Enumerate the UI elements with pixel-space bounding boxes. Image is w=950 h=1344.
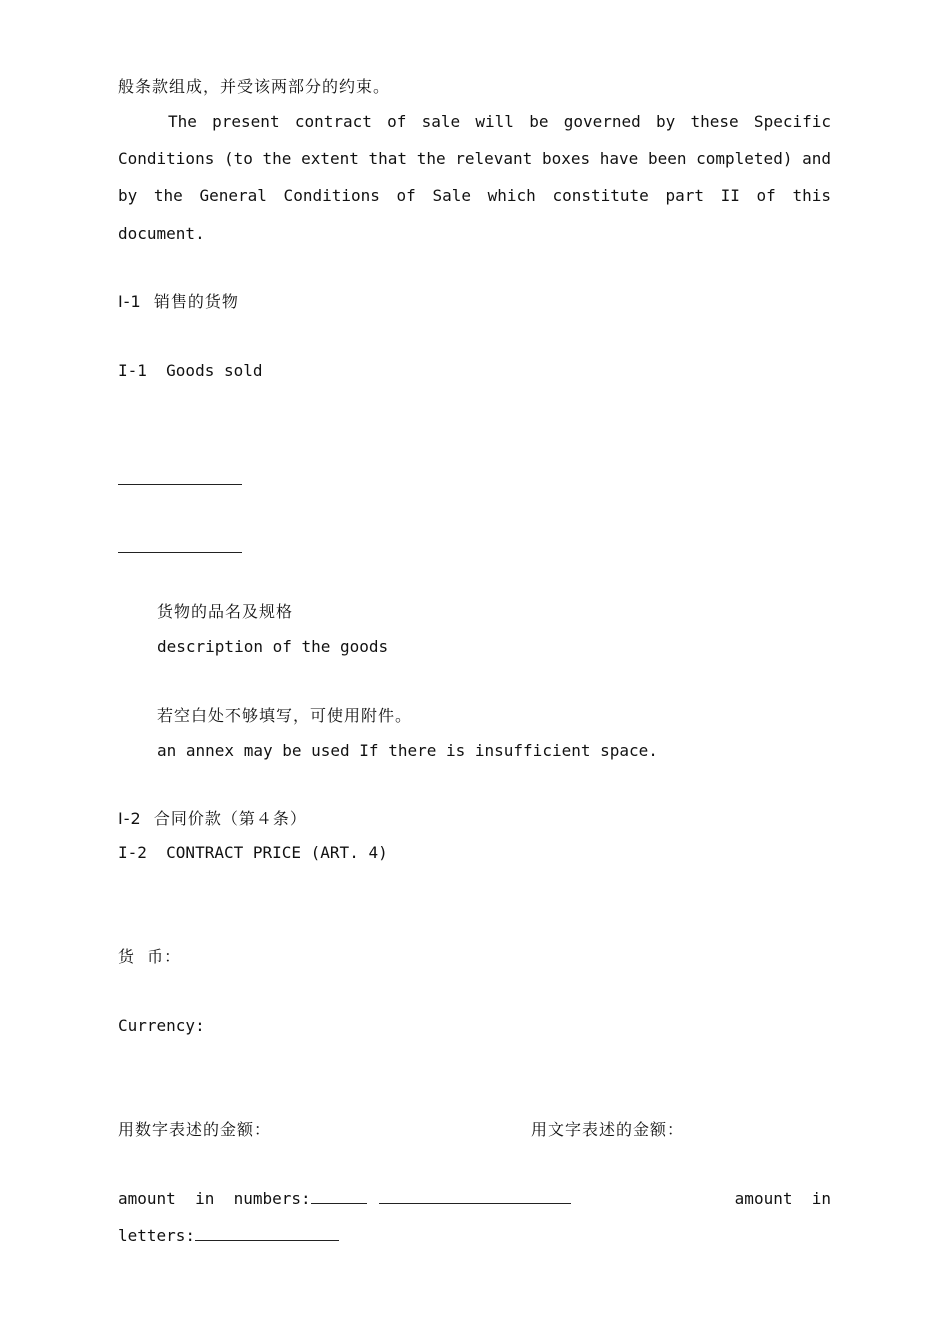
amount-numbers-label-zh: 用数字表述的金额： <box>118 1120 272 1139</box>
amount-letters-blank[interactable] <box>195 1226 339 1241</box>
goods-blank-line-2[interactable] <box>118 552 242 553</box>
annex-note-zh: 若空白处不够填写，可使用附件。 <box>157 706 413 725</box>
amount-numbers-group <box>118 1189 571 1209</box>
goods-blank-line-1[interactable] <box>118 484 242 485</box>
annex-note-en: an annex may be used If there is insufficient space. <box>157 741 658 760</box>
intro-en-line-3: by the General Conditions of Sale which constitute part II of this <box>118 186 831 205</box>
intro-en-line-4: document. <box>118 224 205 243</box>
currency-label-en: Currency: <box>118 1016 205 1035</box>
intro-zh-tail: 般条款组成，并受该两部分的约束。 <box>118 77 391 96</box>
amount-letters-label-zh: 用文字表述的金额： <box>531 1120 685 1139</box>
amount-in-label-en: amount in <box>734 1189 831 1208</box>
amount-numbers-blank-2[interactable] <box>379 1189 571 1204</box>
goods-description-zh: 货物的品名及规格 <box>157 602 294 621</box>
intro-en-line-1: The present contract of sale will be governed by these Specific <box>168 112 831 131</box>
amount-letters-row <box>118 1226 339 1246</box>
amount-numbers-label-en: amount in numbers: <box>118 1189 311 1208</box>
section-i2-zh-heading: I-2 合同价款（第４条） <box>118 809 307 828</box>
amount-numbers-blank[interactable] <box>311 1189 367 1204</box>
goods-description-en: description of the goods <box>157 637 389 656</box>
intro-en-line-2: Conditions (to the extent that the relevant boxes have been completed) and <box>118 149 831 168</box>
amount-fields-row <box>118 1189 831 1209</box>
section-i1-zh-heading: I-1 销售的货物 <box>118 292 239 311</box>
section-i2-en-heading: I-2 CONTRACT PRICE (ART. 4) <box>118 843 388 862</box>
section-i1-en-heading: I-1 Goods sold <box>118 361 263 380</box>
currency-label-zh: 货 币： <box>118 947 182 966</box>
letters-label-en: letters: <box>118 1226 196 1245</box>
